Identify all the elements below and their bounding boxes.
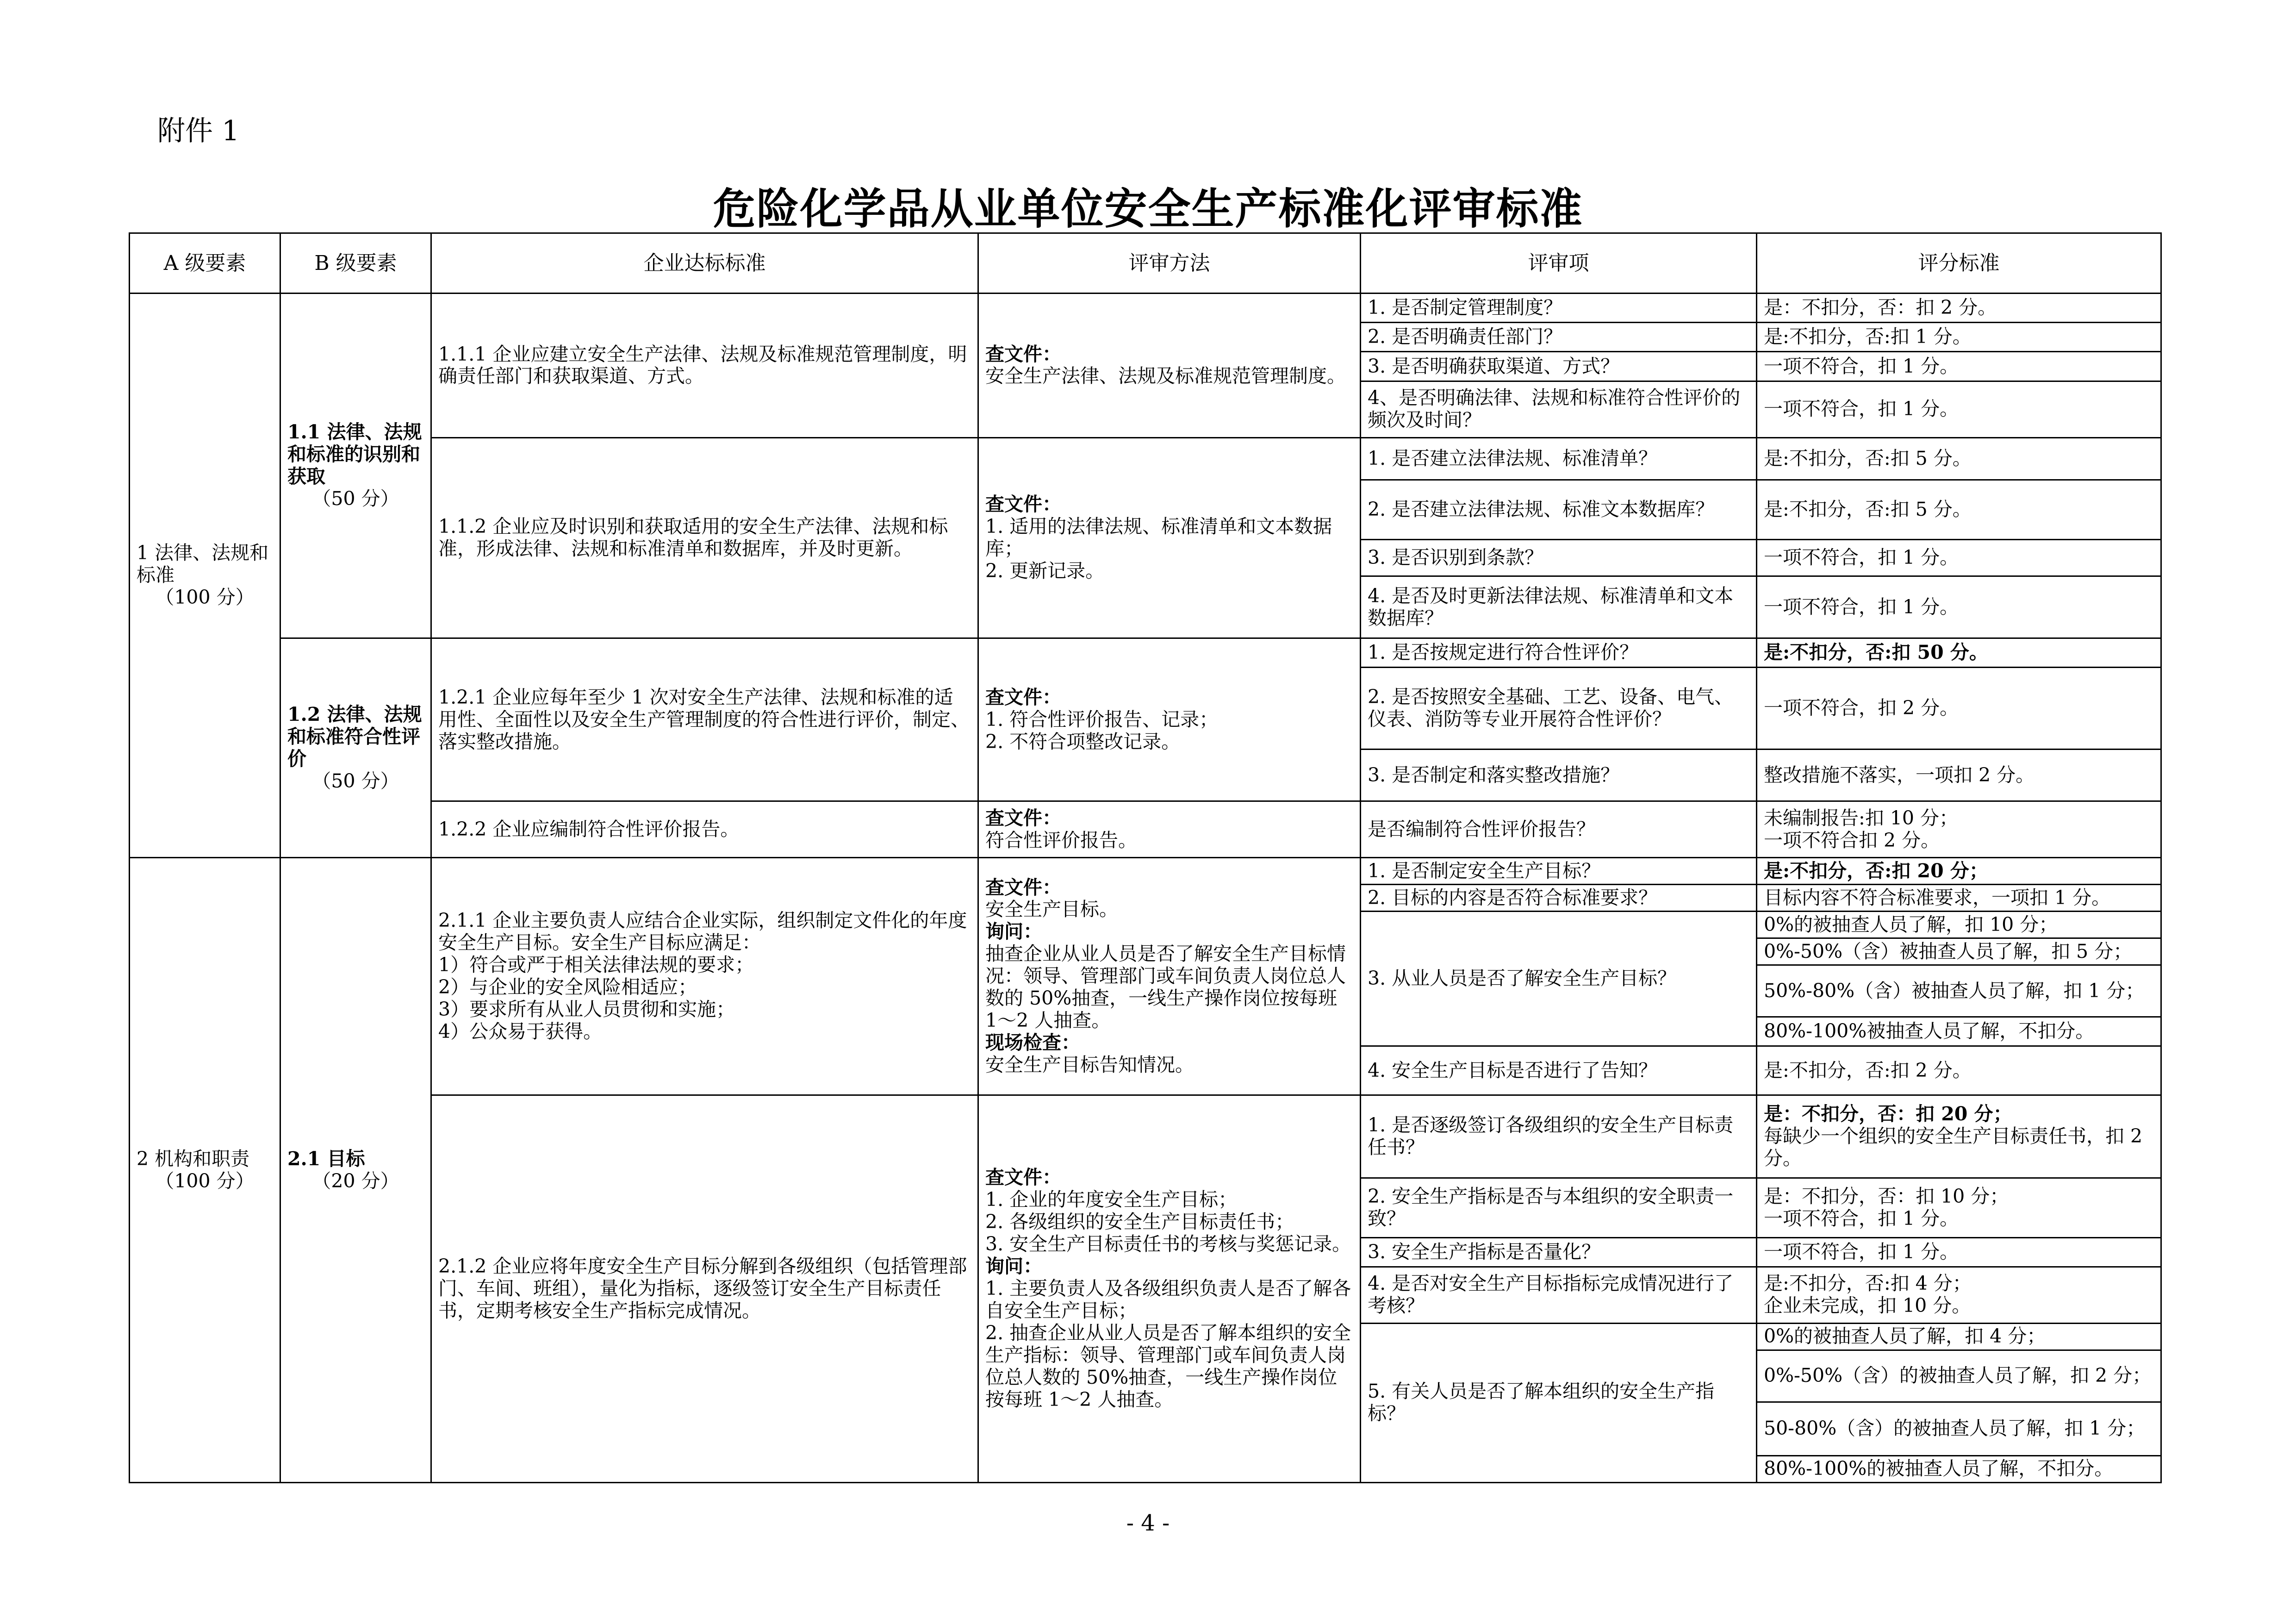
enterprise-standard: 2.1.2 企业应将年度安全生产目标分解到各级组织（包括管理部门、车间、班组），量化为指标，逐级签订安全生产目标责任书，定期考核安全生产指标完成情况。	[431, 1095, 978, 1483]
b-level-name: 1.2 法律、法规和标准符合性评价	[287, 703, 422, 770]
review-item: 4. 安全生产目标是否进行了告知？	[1361, 1046, 1757, 1095]
method-label: 查文件：	[985, 1166, 1061, 1189]
review-item: 3. 是否制定和落实整改措施？	[1361, 750, 1757, 801]
method-label: 询问：	[985, 1255, 1042, 1278]
method-label: 现场检查：	[985, 1031, 1080, 1054]
review-item: 3. 是否明确获取渠道、方式？	[1361, 352, 1757, 381]
scoring-standard: 是：不扣分，否：扣 2 分。	[1757, 294, 2161, 323]
enterprise-standard: 1.1.1 企业应建立安全生产法律、法规及标准规范管理制度，明确责任部门和获取渠道、方式。	[431, 294, 978, 437]
review-item: 4. 是否对安全生产目标指标完成情况进行了考核？	[1361, 1267, 1757, 1323]
scoring-standard: 50-80%（含）的被抽查人员了解，扣 1 分；	[1757, 1402, 2161, 1455]
review-item: 2. 是否建立法律法规、标准文本数据库？	[1361, 480, 1757, 539]
b-level-element	[280, 638, 431, 858]
a-level-name: 1 法律、法规和标准	[137, 542, 269, 587]
page-number: - 4 -	[1126, 1510, 1170, 1536]
review-item: 1. 是否逐级签订各级组织的安全生产目标责任书？	[1361, 1095, 1757, 1178]
review-item: 3. 安全生产指标是否量化？	[1361, 1237, 1757, 1267]
review-item: 4. 是否及时更新法律法规、标准清单和文本数据库？	[1361, 576, 1757, 638]
method-text: 抽查企业从业人员是否了解安全生产目标情况：领导、管理部门或车间负责人岗位总人数的 50%抽查，一线生产操作岗位按每班 1～2 人抽查。	[985, 943, 1346, 1032]
method-line: 2. 各级组织的安全生产目标责任书；	[985, 1211, 1294, 1233]
method-label: 查文件：	[985, 686, 1061, 708]
method-label: 查文件：	[985, 876, 1061, 899]
standard-item: 4）公众易于获得。	[438, 1020, 603, 1043]
score-line: 是：不扣分，否：扣 20 分；	[1764, 1103, 2012, 1125]
enterprise-standard: 1.2.2 企业应编制符合性评价报告。	[431, 801, 978, 858]
scoring-standard: 是:不扣分，否:扣 2 分。	[1757, 1046, 2161, 1095]
method-label: 查文件：	[985, 493, 1061, 515]
b-level-name: 1.1 法律、法规和标准的识别和获取	[287, 421, 422, 488]
b-level-element	[280, 294, 431, 638]
method-line: 2. 更新记录。	[985, 559, 1105, 582]
method-line: 2. 抽查企业从业人员是否了解本组织的安全生产指标：领导、管理部门或车间负责人岗位总人数的 50%抽查，一线生产操作岗位按每班 1～2 人抽查。	[985, 1322, 1351, 1411]
method-label: 询问：	[985, 920, 1042, 943]
scoring-standard: 是:不扣分，否:扣 20 分；	[1757, 858, 2161, 885]
review-method	[978, 638, 1361, 801]
method-text: 安全生产法律、法规及标准规范管理制度。	[985, 365, 1346, 387]
enterprise-standard	[431, 858, 978, 1095]
table-header-row	[130, 233, 2161, 294]
scoring-standard	[1757, 801, 2161, 858]
a-level-element	[130, 294, 280, 858]
column-header: 评审项	[1361, 233, 1757, 294]
scoring-standard: 是:不扣分，否:扣 1 分。	[1757, 323, 2161, 352]
review-item: 5. 有关人员是否了解本组织的安全生产指标？	[1361, 1323, 1757, 1482]
review-method	[978, 437, 1361, 638]
review-item: 4、是否明确法律、法规和标准符合性评价的频次及时间？	[1361, 381, 1757, 437]
a-level-points: （100 分）	[155, 586, 255, 609]
review-method	[978, 801, 1361, 858]
score-line: 未编制报告:扣 10 分；	[1764, 806, 1959, 829]
score-line: 是:不扣分，否:扣 4 分；	[1764, 1272, 1972, 1295]
scoring-standard: 80%-100%被抽查人员了解，不扣分。	[1757, 1017, 2161, 1046]
review-item: 1. 是否建立法律法规、标准清单？	[1361, 437, 1757, 480]
method-label: 查文件：	[985, 343, 1061, 365]
scoring-standard: 一项不符合，扣 2 分。	[1757, 668, 2161, 750]
page-title: 危险化学品从业单位安全生产标准化评审标准	[713, 184, 1583, 234]
a-level-name: 2 机构和职责	[137, 1147, 250, 1170]
column-header: 评分标准	[1757, 233, 2161, 294]
scoring-standard	[1757, 1267, 2161, 1323]
review-method	[978, 858, 1361, 1095]
review-method	[978, 294, 1361, 437]
scoring-standard: 0%的被抽查人员了解，扣 4 分；	[1757, 1323, 2161, 1350]
scoring-standard: 一项不符合，扣 1 分。	[1757, 352, 2161, 381]
method-line: 2. 不符合项整改记录。	[985, 730, 1181, 753]
scoring-standard: 0%-50%（含）的被抽查人员了解，扣 2 分；	[1757, 1350, 2161, 1402]
b-level-element	[280, 858, 431, 1483]
standard-item: 1）符合或严于相关法律法规的要求；	[438, 954, 754, 976]
scoring-standard: 一项不符合，扣 1 分。	[1757, 381, 2161, 437]
score-line: 企业未完成，扣 10 分。	[1764, 1294, 1971, 1317]
method-line: 1. 主要负责人及各级组织负责人是否了解各自安全生产目标；	[985, 1277, 1351, 1322]
scoring-standard: 整改措施不落实，一项扣 2 分。	[1757, 750, 2161, 801]
method-text: 安全生产目标。	[985, 898, 1118, 921]
review-item: 2. 是否按照安全基础、工艺、设备、电气、仪表、消防等专业开展符合性评价？	[1361, 668, 1757, 750]
evaluation-standard-table	[129, 232, 2162, 1483]
scoring-standard	[1757, 1095, 2161, 1178]
score-line: 一项不符合扣 2 分。	[1764, 829, 1940, 851]
b-level-points: （20 分）	[312, 1169, 399, 1192]
scoring-standard: 一项不符合，扣 1 分。	[1757, 576, 2161, 638]
scoring-standard	[1757, 1178, 2161, 1237]
review-item: 2. 安全生产指标是否与本组织的安全职责一致？	[1361, 1178, 1757, 1237]
review-item: 1. 是否制定安全生产目标？	[1361, 858, 1757, 885]
scoring-standard: 0%的被抽查人员了解，扣 10 分；	[1757, 912, 2161, 938]
scoring-standard: 80%-100%的被抽查人员了解，不扣分。	[1757, 1455, 2161, 1482]
score-line: 是：不扣分，否：扣 10 分；	[1764, 1185, 2009, 1208]
b-level-name: 2.1 目标	[287, 1147, 365, 1170]
scoring-standard: 是:不扣分，否:扣 5 分。	[1757, 480, 2161, 539]
review-item: 1. 是否制定管理制度？	[1361, 294, 1757, 323]
column-header: 评审方法	[978, 233, 1361, 294]
scoring-standard: 50%-80%（含）被抽查人员了解，扣 1 分；	[1757, 965, 2161, 1017]
review-item: 3. 从业人员是否了解安全生产目标？	[1361, 912, 1757, 1046]
method-line: 1. 符合性评价报告、记录；	[985, 708, 1219, 731]
scoring-standard: 0%-50%（含）被抽查人员了解，扣 5 分；	[1757, 938, 2161, 965]
enterprise-standard: 1.1.2 企业应及时识别和获取适用的安全生产法律、法规和标准，形成法律、法规和标准清单和数据库，并及时更新。	[431, 437, 978, 638]
b-level-points: （50 分）	[312, 487, 399, 510]
scoring-standard: 是:不扣分，否:扣 5 分。	[1757, 437, 2161, 480]
standard-intro: 2.1.1 企业主要负责人应结合企业实际，组织制定文件化的年度安全生产目标。安全生产目标应满足：	[438, 909, 967, 954]
enterprise-standard: 1.2.1 企业应每年至少 1 次对安全生产法律、法规和标准的适用性、全面性以及安全生产管理制度的符合性进行评价，制定、落实整改措施。	[431, 638, 978, 801]
standard-item: 3）要求所有从业人员贯彻和实施；	[438, 998, 735, 1021]
review-item: 1. 是否按规定进行符合性评价？	[1361, 638, 1757, 668]
scoring-standard: 一项不符合，扣 1 分。	[1757, 539, 2161, 576]
score-line: 每缺少一个组织的安全生产目标责任书，扣 2 分。	[1764, 1125, 2143, 1170]
method-line: 3. 安全生产目标责任书的考核与奖惩记录。	[985, 1233, 1351, 1255]
a-level-points: （100 分）	[155, 1169, 255, 1192]
review-item: 2. 是否明确责任部门？	[1361, 323, 1757, 352]
attachment-label: 附件 1	[157, 115, 240, 147]
method-text: 安全生产目标告知情况。	[985, 1054, 1194, 1076]
scoring-standard: 一项不符合，扣 1 分。	[1757, 1237, 2161, 1267]
column-header: A 级要素	[130, 233, 280, 294]
column-header: 企业达标标准	[431, 233, 978, 294]
review-item: 2. 目标的内容是否符合标准要求？	[1361, 885, 1757, 912]
method-label: 查文件：	[985, 806, 1061, 829]
score-line: 一项不符合，扣 1 分。	[1764, 1207, 1959, 1230]
a-level-element	[130, 858, 280, 1483]
review-item: 是否编制符合性评价报告？	[1361, 801, 1757, 858]
method-line: 1. 企业的年度安全生产目标；	[985, 1188, 1238, 1211]
scoring-standard: 是:不扣分，否:扣 50 分。	[1757, 638, 2161, 668]
standard-item: 2）与企业的安全风险相适应；	[438, 976, 697, 999]
method-text: 符合性评价报告。	[985, 829, 1137, 851]
review-item: 3. 是否识别到条款？	[1361, 539, 1757, 576]
scoring-standard: 目标内容不符合标准要求，一项扣 1 分。	[1757, 885, 2161, 912]
b-level-points: （50 分）	[312, 769, 399, 792]
column-header: B 级要素	[280, 233, 431, 294]
method-line: 1. 适用的法律法规、标准清单和文本数据库；	[985, 515, 1332, 560]
review-method	[978, 1095, 1361, 1483]
